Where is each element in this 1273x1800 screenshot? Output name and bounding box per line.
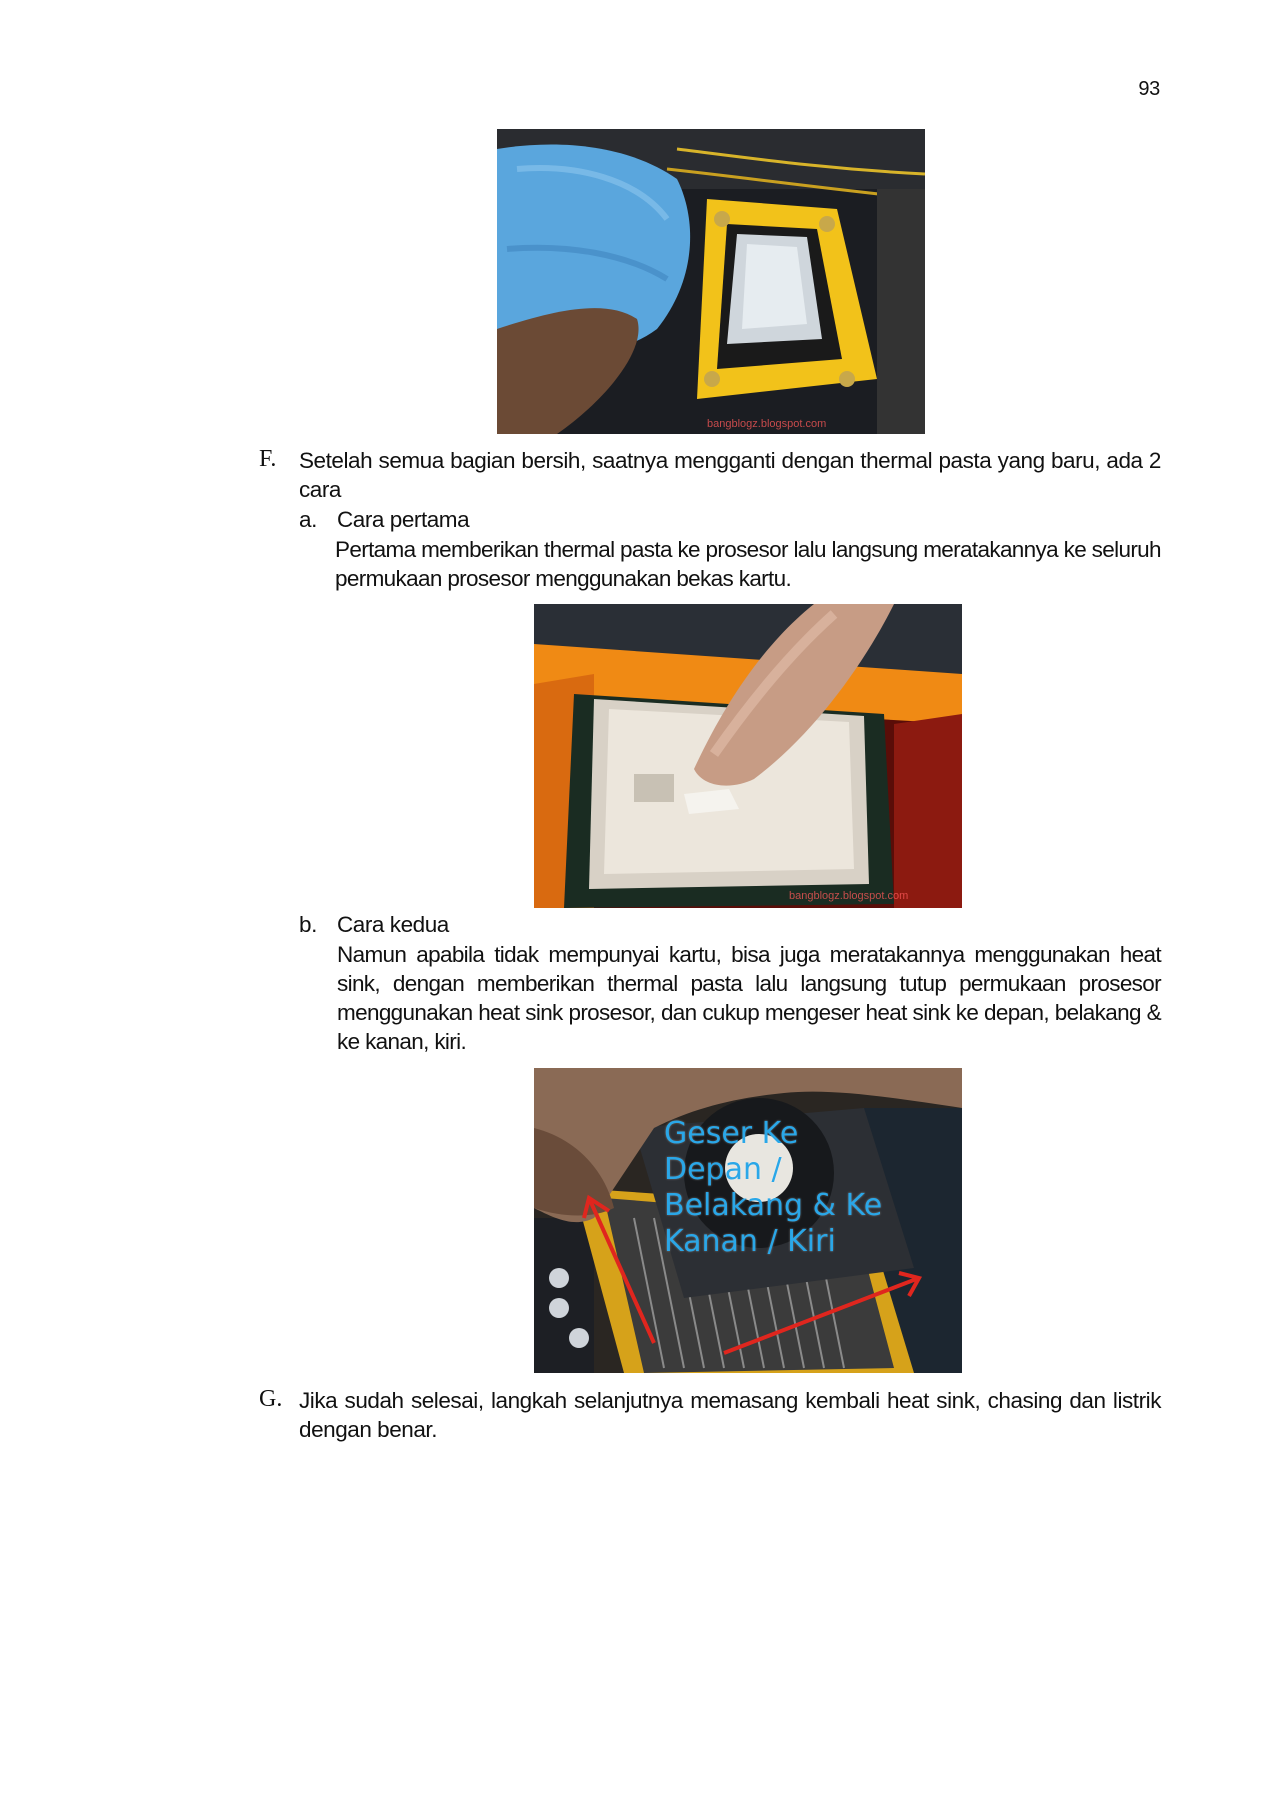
substep-b-text: Namun apabila tidak mempunyai kartu, bisa juga meratakannya menggunakan heat sink, dengan memberikan thermal pasta lalu langsung tutup permukaan prosesor menggunakan heat sink prosesor, dan cukup mengeser heat sink ke depan, belakang & ke kanan, kiri. <box>337 942 1161 1054</box>
step-g-marker: G. <box>259 1386 283 1412</box>
photo-watermark: bangblogz.blogspot.com <box>707 418 827 430</box>
photo-watermark: bangblogz.blogspot.com <box>789 890 909 902</box>
step-g-text: Jika sudah selesai, langkah selanjutnya memasang kembali heat sink, chasing dan listrik dengan benar. <box>299 1388 1161 1442</box>
cpu-cleaning-illustration <box>497 129 925 434</box>
substep-b-marker: b. <box>299 912 317 937</box>
substep-a-text: Pertama memberikan thermal pasta ke prosesor lalu langsung meratakannya ke seluruh permukaan prosesor menggunakan bekas kartu. <box>335 537 1161 591</box>
thermal-paste-photo <box>534 604 962 908</box>
heatsink-overlay-text: Geser Ke Depan / Belakang & Ke Kanan / Kiri <box>664 1116 883 1259</box>
step-f-marker: F. <box>259 446 277 472</box>
cpu-cleaning-photo <box>497 129 925 434</box>
thermal-paste-illustration <box>534 604 962 908</box>
substep-b-title: Cara kedua <box>337 912 449 937</box>
substep-a-marker: a. <box>299 507 317 532</box>
substep-a-title: Cara pertama <box>337 507 470 532</box>
heatsink-photo <box>534 1068 962 1373</box>
step-f-text: Setelah semua bagian bersih, saatnya mengganti dengan thermal pasta yang baru, ada 2 cara <box>299 448 1161 502</box>
page-number: 93 <box>1138 78 1160 100</box>
